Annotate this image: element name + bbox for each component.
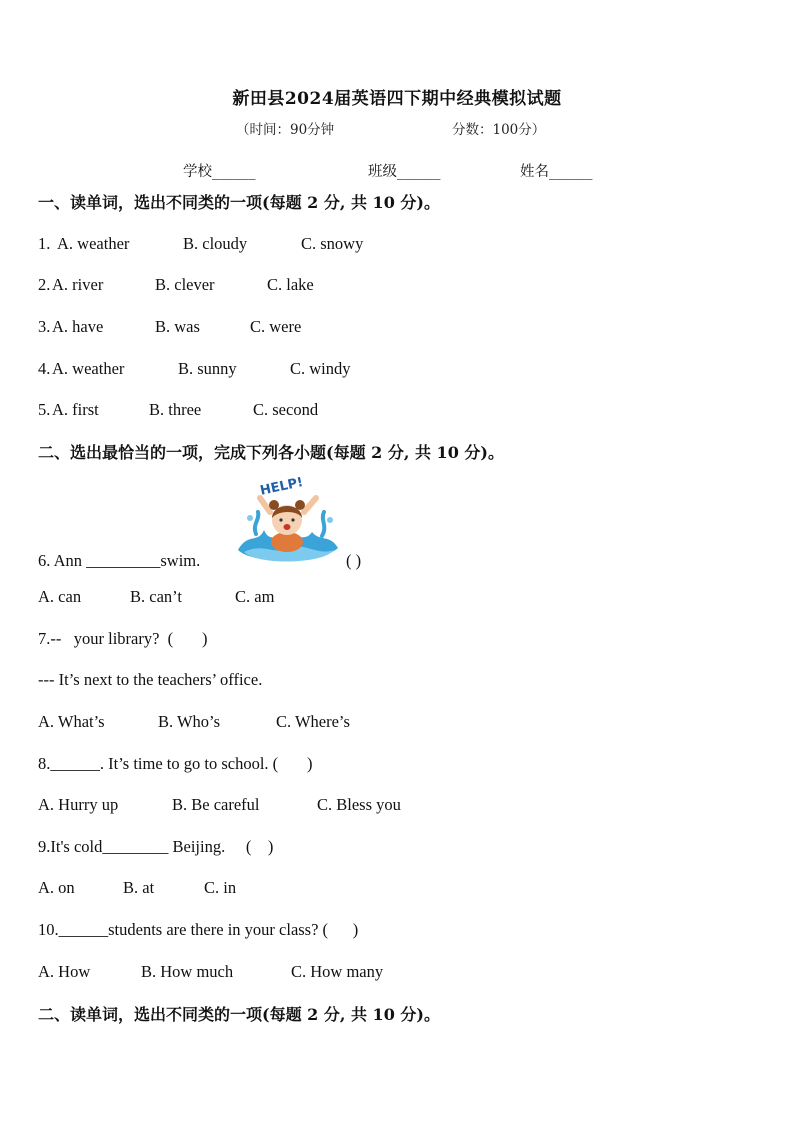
question-number: 5.: [38, 400, 51, 419]
question-stem: 9.It's cold________ Beijing. ( ): [38, 837, 274, 856]
option-a: A. first: [52, 400, 99, 419]
option-a: A. river: [52, 275, 104, 294]
option-c: C. were: [250, 317, 302, 336]
exam-score: 分数：100分）: [452, 122, 546, 138]
option-c: C. am: [235, 587, 275, 606]
option-b: B. sunny: [178, 359, 237, 378]
name-field: 姓名______: [520, 164, 593, 180]
question-reply: --- It’s next to the teachers’ office.: [38, 670, 263, 689]
answer-paren: ( ): [346, 551, 362, 570]
option-a: A. How: [38, 962, 91, 981]
option-a: A. Hurry up: [38, 795, 119, 814]
option-c: C. lake: [267, 275, 314, 294]
option-c: C. windy: [290, 359, 351, 378]
section-2-heading: 二、选出最恰当的一项，完成下列各小题(每题 2 分, 共 10 分)。: [38, 443, 504, 462]
question-stem: 7.-- your library? ( ): [38, 629, 208, 648]
option-a: A. weather: [57, 234, 130, 253]
help-text: HELP!: [258, 475, 305, 499]
option-c: C. second: [253, 400, 319, 419]
option-b: B. was: [155, 317, 200, 336]
question-stem: 6. Ann _________swim.: [38, 551, 201, 570]
option-b: B. Who’s: [158, 712, 221, 731]
question-stem: 8.______. It’s time to go to school. ( ): [38, 754, 313, 773]
option-b: B. clever: [155, 275, 215, 294]
section-3-heading: 二、读单词，选出不同类的一项(每题 2 分, 共 10 分)。: [38, 1005, 440, 1024]
option-c: C. Where’s: [276, 712, 350, 731]
option-c: C. snowy: [301, 234, 364, 253]
option-a: A. weather: [52, 359, 125, 378]
exam-time: （时间：90分钟: [236, 122, 335, 138]
school-field: 学校______: [183, 164, 256, 180]
section-1-heading: 一、读单词，选出不同类的一项(每题 2 分, 共 10 分)。: [38, 193, 440, 212]
question-number: 4.: [38, 359, 51, 378]
option-c: C. Bless you: [317, 795, 401, 814]
class-field: 班级______: [368, 164, 441, 180]
option-b: B. How much: [141, 962, 234, 981]
question-stem: 10.______students are there in your class? ( ): [38, 920, 359, 939]
page-title: 新田县2024届英语四下期中经典模拟试题: [232, 89, 562, 109]
option-b: B. can’t: [130, 587, 182, 606]
question-number: 1.: [38, 234, 55, 253]
option-a: A. What’s: [38, 712, 105, 731]
option-a: A. on: [38, 878, 75, 897]
option-a: A. can: [38, 587, 82, 606]
option-c: C. in: [204, 878, 237, 897]
question-number: 3.: [38, 317, 51, 336]
option-b: B. Be careful: [172, 795, 260, 814]
option-c: C. How many: [291, 962, 384, 981]
option-b: B. at: [123, 878, 155, 897]
option-b: B. cloudy: [183, 234, 248, 253]
option-a: A. have: [52, 317, 104, 336]
drowning-girl-illustration: [234, 472, 342, 568]
option-b: B. three: [149, 400, 202, 419]
question-number: 2.: [38, 275, 51, 294]
